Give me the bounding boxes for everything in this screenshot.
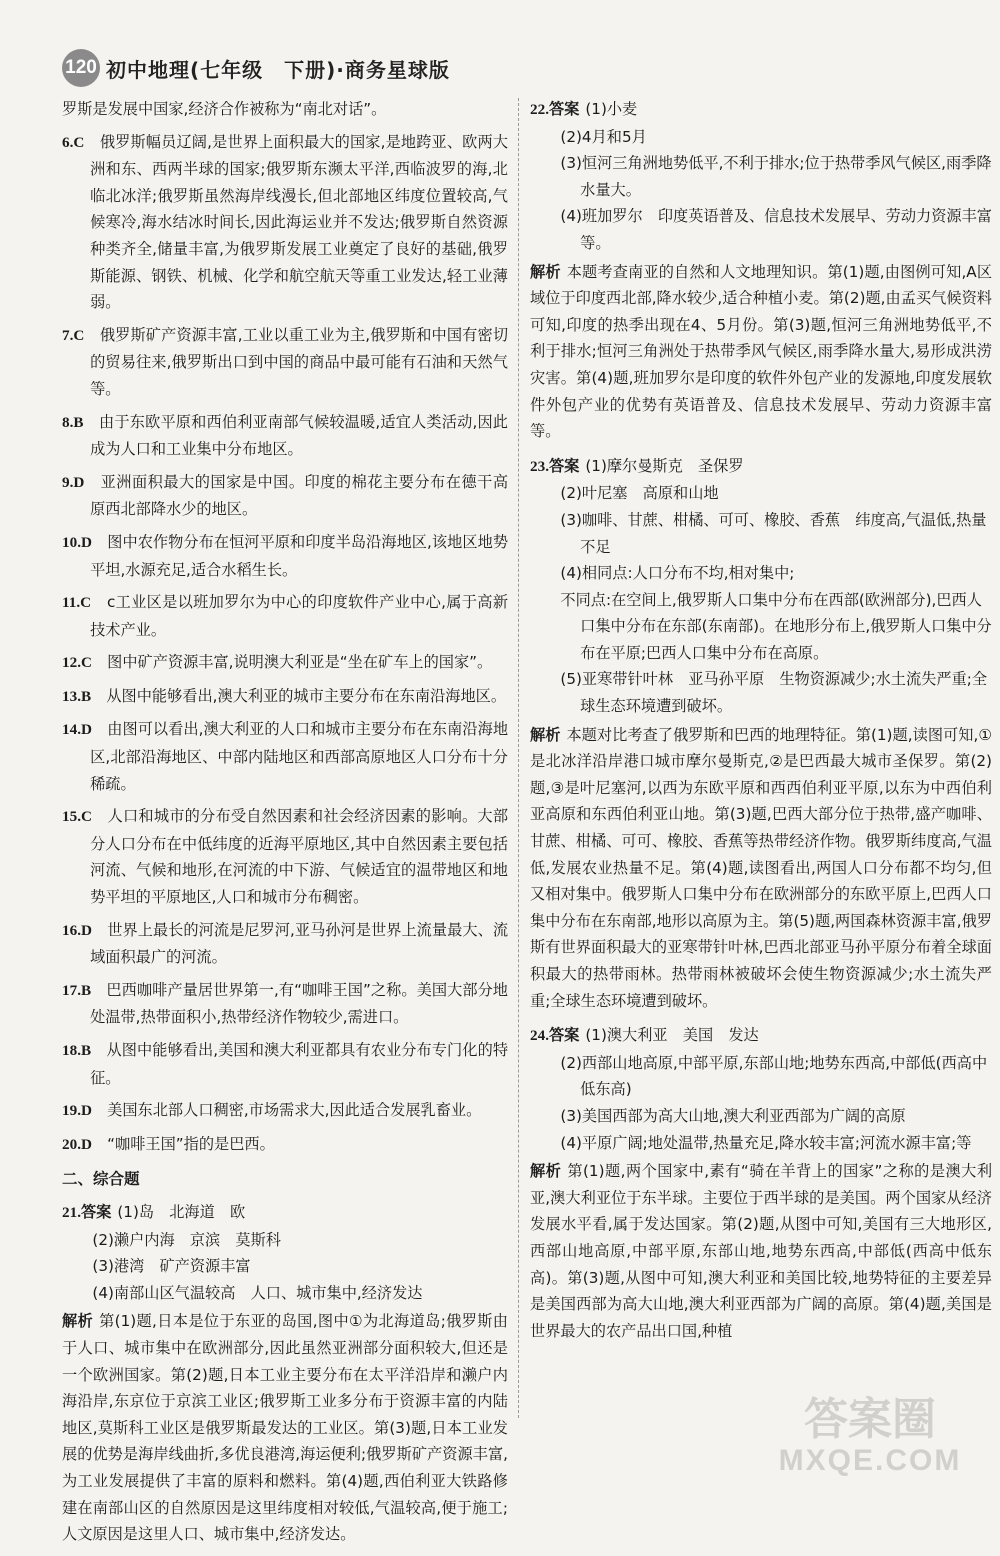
answer-item-20: 20.D “咖啡王国”指的是巴西。 xyxy=(62,1134,275,1153)
column-divider xyxy=(518,98,519,1418)
answer-item-14: 14.D 由图可以看出,澳大利亚的人口和城市主要分布在东南沿海地区,北部沿海地区、中部内陆地区和西部高原地区人口分布十分稀疏。 xyxy=(62,720,509,793)
question-22: 22.答案 (1)小麦 (2)4月和5月 (3)恒河三角洲地势低平,不利于排水;位于热带季风气候区,雨季降水量大。 (4)班加罗尔 印度英语普及、信息技术发展早、劳动力资源丰富等。 解析 本题考查南亚的自然和人文地理知识。第(1)题,由图例可知,A区域位于印度西北部,降水较少,适合种植小麦。第(2)题,由孟买气候资料可知,印度的热季出现在4、5月份。第(3)题,恒河三角洲地势低平,不利于排水;恒河三角洲处于热带季风气候区,雨季降水量大,易形成洪涝灾害。第(4)题,班加罗尔是印度的软件外包产业的发源地,印度发展软件外包产业的优势有英语普及、信息技术发展早、劳动力资源丰富等。 xyxy=(530,96,992,445)
question-23: 23.答案 (1)摩尔曼斯克 圣保罗 (2)叶尼塞 高原和山地 (3)咖啡、甘蔗、柑橘、可可、橡胶、香蕉 纬度高,气温低,热量不足 (4)相同点:人口分布不均,相对集中; 不同点:在空间上,俄罗斯人口集中分布在西部(欧洲部分),巴西人口集中分布在东部(东南部)。在地形分布上,俄罗斯人口集中分布在平原;巴西人口集中分布在高原。 (5)亚寒带针叶林 亚马孙平原 生物资源减少;水土流失严重;全球生态环境遭到破坏。 解析 本题对比考查了俄罗斯和巴西的地理特征。第(1)题,读图可知,①是北冰洋沿岸港口城市摩尔曼斯克,②是巴西最大城市圣保罗。第(2)题,③是叶尼塞河,以西为东欧平原和西西伯利亚平原,以东为中西伯利亚高原和东西伯利亚山地。第(3)题,巴西大部分位于热带,盛产咖啡、甘蔗、柑橘、可可、橡胶、香蕉等热带经济作物。俄罗斯纬度高,气温低,发展农业热量不足。第(4)题,读图看出,两国人口分布都不均匀,但又相对集中。俄罗斯人口集中分布在欧洲部分的东欧平原上,巴西人口集中分布在东南部,地形以高原为主。第(5)题,两国森林资源丰富,俄罗斯有世界面积最大的亚寒带针叶林,巴西北部亚马孙平原分布着全球面积最大的热带雨林。热带雨林被破坏会使生物资源减少;水土流失严重;全球生态环境遭到破坏。 xyxy=(530,453,992,1014)
intro-text: 罗斯是发展中国家,经济合作被称为“南北对话”。 xyxy=(62,100,387,118)
answer-item-13: 13.B 从图中能够看出,澳大利亚的城市主要分布在东南沿海地区。 xyxy=(62,686,507,705)
answer-item-18: 18.B 从图中能够看出,美国和澳大利亚都具有农业分布专门化的特征。 xyxy=(62,1041,509,1087)
answer-item-9: 9.D 亚洲面积最大的国家是中国。印度的棉花主要分布在德干高原西北部降水少的地区。 xyxy=(62,472,509,519)
answer-item-17: 17.B 巴西咖啡产量居世界第一,有“咖啡王国”之称。美国大部分地处温带,热带面积小,热带经济作物较少,需进口。 xyxy=(62,980,508,1027)
analysis-21: 解析 第(1)题,日本是位于东亚的岛国,图中①为北海道岛;俄罗斯由于人口、城市集中在欧洲部分,因此虽然亚洲部分面积较大,但还是一个欧洲国家。第(2)题,日本工业主要分布在太平洋沿岸和濑户内海沿岸,东京位于京滨工业区;俄罗斯工业多分布于资源丰富的内陆地区,莫斯科工业区是俄罗斯最发达的工业区。第(3)题,日本工业发展的优势是海岸线曲折,多优良港湾,海运便利;俄罗斯矿产资源丰富,为工业发展提供了丰富的原料和燃料。第(4)题,西伯利亚大铁路修建在南部山区的自然原因是这里纬度相对较低,气温较高,便于施工;人文原因是这里人口、城市集中,经济发达。 xyxy=(62,1312,508,1544)
question-21: 21.答案 (1)岛 北海道 欧 (2)濑户内海 京滨 莫斯科 (3)港湾 矿产资源丰富 (4)南部山区气温较高 人口、城市集中,经济发达 解析 第(1)题,日本是位于东亚的岛国,图中①为北海道岛;俄罗斯由于人口、城市集中在欧洲部分,因此虽然亚洲部分面积较大,但还是一个欧洲国家。第(2)题,日本工业主要分布在太平洋沿岸和濑户内海沿岸,东京位于京滨工业区;俄罗斯工业多分布于资源丰富的内陆地区,莫斯科工业区是俄罗斯最发达的工业区。第(3)题,日本工业发展的优势是海岸线曲折,多优良港湾,海运便利;俄罗斯矿产资源丰富,为工业发展提供了丰富的原料和燃料。第(4)题,西伯利亚大铁路修建在南部山区的自然原因是这里纬度相对较低,气温较高,便于施工;人文原因是这里人口、城市集中,经济发达。 xyxy=(62,1199,508,1548)
question-24: 24.答案 (1)澳大利亚 美国 发达 (2)西部山地高原,中部平原,东部山地;地势东西高,中部低(西高中低东高) (3)美国西部为高大山地,澳大利亚西部为广阔的高原 (4)平原广阔;地处温带,热量充足,降水较丰富;河流水源丰富;等 解析 第(1)题,两个国家中,素有“骑在羊背上的国家”之称的是澳大利亚,澳大利亚位于东半球。主要位于西半球的是美国。两个国家从经济发展水平看,属于发达国家。第(2)题,从图中可知,美国有三大地形区,西部山地高原,中部平原,东部山地,地势东西高,中部低(西高中低东高)。第(3)题,从图中可知,澳大利亚和美国比较,地势特征的主要差异是美国西部为高大山地,澳大利亚西部为广阔的高原。第(4)题,美国是世界最大的农产品出口国,种植 xyxy=(530,1022,992,1344)
analysis-22: 解析 本题考查南亚的自然和人文地理知识。第(1)题,由图例可知,A区域位于印度西北部,降水较少,适合种植小麦。第(2)题,由孟买气候资料可知,印度的热季出现在4、5月份。第(3)题,恒河三角洲地势低平,不利于排水;恒河三角洲处于热带季风气候区,雨季降水量大,易形成洪涝灾害。第(4)题,班加罗尔是印度的软件外包产业的发源地,印度发展软件外包产业的优势有英语普及、信息技术发展早、劳动力资源丰富等。 xyxy=(530,262,993,441)
analysis-24: 解析 第(1)题,两个国家中,素有“骑在羊背上的国家”之称的是澳大利亚,澳大利亚位于东半球。主要位于西半球的是美国。两个国家从经济发展水平看,属于发达国家。第(2)题,从图中可知,美国有三大地形区,西部山地高原,中部平原,东部山地,地势东西高,中部低(西高中低东高)。第(3)题,从图中可知,澳大利亚和美国比较,地势特征的主要差异是美国西部为高大山地,澳大利亚西部为广阔的高原。第(4)题,美国是世界最大的农产品出口国,种植 xyxy=(530,1162,993,1340)
answer-item-12: 12.C 图中矿产资源丰富,说明澳大利亚是“坐在矿车上的国家”。 xyxy=(62,653,493,672)
site-watermark: 答案圈 MXQE.COM xyxy=(778,1395,962,1477)
left-column xyxy=(62,96,508,1556)
book-title: 初中地理(七年级 下册)·商务星球版 xyxy=(106,57,450,82)
section-title: 二、综合题 xyxy=(62,1170,140,1189)
answer-item-11: 11.C c工业区是以班加罗尔为中心的印度软件产业中心,属于高新技术产业。 xyxy=(62,593,509,639)
answer-item-6: 6.C 俄罗斯幅员辽阔,是世界上面积最大的国家,是地跨亚、欧两大洲和东、西两半球的国家;俄罗斯东濒太平洋,西临波罗的海,北临北冰洋;俄罗斯虽然海岸线漫长,但北部地区纬度位置较高,气候寒冷,海水结冰时间长,因此海运业并不发达;俄罗斯自然资源种类齐全,储量丰富,为俄罗斯发展工业奠定了良好的基础,俄罗斯能源、钢铁、机械、化学和航空航天等重工业发达,轻工业薄弱。 xyxy=(62,132,509,312)
answer-item-19: 19.D 美国东北部人口稠密,市场需求大,因此适合发展乳畜业。 xyxy=(62,1101,482,1120)
answer-item-7: 7.C 俄罗斯矿产资源丰富,工业以重工业为主,俄罗斯和中国有密切的贸易往来,俄罗斯出口到中国的商品中最可能有石油和天然气等。 xyxy=(62,325,509,398)
answer-item-10: 10.D 图中农作物分布在恒河平原和印度半岛沿海地区,该地区地势平坦,水源充足,适合水稻生长。 xyxy=(62,532,509,579)
page-number: 120 xyxy=(62,49,100,87)
answer-item-16: 16.D 世界上最长的河流是尼罗河,亚马孙河是世界上流量最大、流域面积最广的河流。 xyxy=(62,920,509,967)
right-column xyxy=(530,96,992,1352)
answer-item-15: 15.C 人口和城市的分布受自然因素和社会经济因素的影响。大部分人口分布在中低纬度的近海平原地区,其中自然因素主要包括河流、气候和地形,在河流的中下游、气候适宜的温带地区和地势平坦的平原地区,人口和城市分布稠密。 xyxy=(62,807,509,907)
analysis-23: 解析 本题对比考查了俄罗斯和巴西的地理特征。第(1)题,读图可知,①是北冰洋沿岸港口城市摩尔曼斯克,②是巴西最大城市圣保罗。第(2)题,③是叶尼塞河,以西为东欧平原和西西伯利亚平原,以东为中西伯利亚高原和东西伯利亚山地。第(3)题,巴西大部分位于热带,盛产咖啡、甘蔗、柑橘、可可、橡胶、香蕉等热带经济作物。俄罗斯纬度高,气温低,发展农业热量不足。第(4)题,读图看出,两国人口分布都不均匀,但又相对集中。俄罗斯人口集中分布在欧洲部分的东欧平原上,巴西人口集中分布在东南部,地形以高原为主。第(5)题,两国森林资源丰富,俄罗斯有世界面积最大的亚寒带针叶林,巴西北部亚马孙平原分布着全球面积最大的热带雨林。热带雨林被破坏会使生物资源减少;水土流失严重;全球生态环境遭到破坏。 xyxy=(530,725,992,1010)
page-header xyxy=(62,48,450,88)
answer-item-8: 8.B 由于东欧平原和西伯利亚南部气候较温暖,适宜人类活动,因此成为人口和工业集中分布地区。 xyxy=(62,412,508,459)
